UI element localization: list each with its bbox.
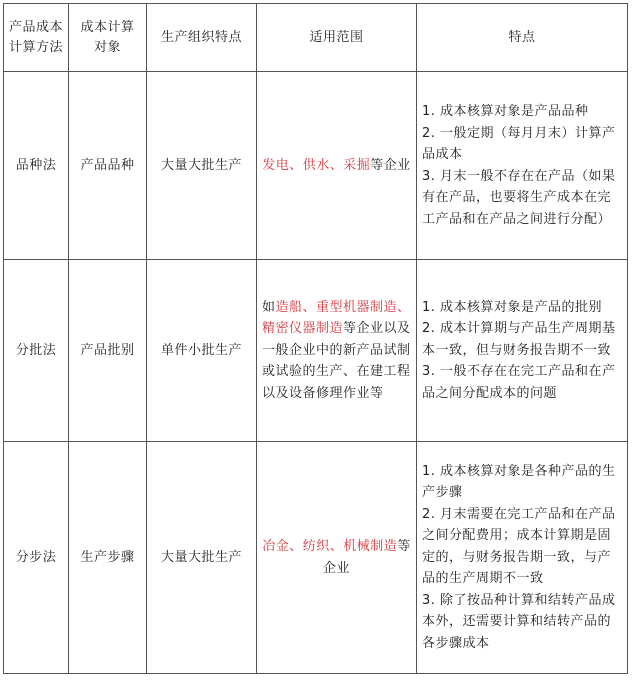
object-cell: 生产步骤 — [69, 442, 147, 674]
feature-item: 3. 月末一般不存在在产品（如果有在产品，也要将生产成本在完工产品和在产品之间进行分配） — [422, 168, 616, 227]
feature-item: 2. 月末需要在完工产品和在产品之间分配费用；成本计算期是固定的，与财务报告期一致，与产品的生产周期不一致 — [422, 506, 616, 587]
method-cell: 分批法 — [4, 260, 69, 442]
feature-item: 2. 一般定期（每月月末）计算产品成本 — [422, 125, 616, 162]
scope-cell — [257, 72, 417, 260]
header-row — [4, 4, 628, 72]
header-object: 成本计算对象 — [69, 4, 147, 72]
scope-text: 等企业 — [322, 539, 411, 576]
header-method: 产品成本计算方法 — [4, 4, 69, 72]
feature-item: 1. 成本核算对象是各种产品的生产步骤 — [422, 463, 616, 501]
feature-item: 1. 成本核算对象是产品的批别 — [422, 299, 603, 315]
features-cell — [417, 72, 628, 260]
feature-item: 2. 成本计算期与产品生产周期基本一致，但与财务报告期不一致 — [422, 321, 616, 358]
object-cell: 产品品种 — [69, 72, 147, 260]
object-cell: 产品批别 — [69, 260, 147, 442]
scope-highlight: 冶金、纺织、机械制造 — [262, 539, 398, 554]
scope-cell — [257, 442, 417, 674]
header-features: 特点 — [417, 4, 628, 72]
feature-item: 1. 成本核算对象是产品品种 — [422, 104, 589, 119]
header-scope: 适用范围 — [257, 4, 417, 72]
table-row — [4, 442, 628, 674]
features-cell — [417, 260, 628, 442]
organization-cell: 大量大批生产 — [147, 442, 257, 674]
scope-prefix: 如 — [262, 299, 276, 315]
scope-highlight: 发电、供水、采掘 — [262, 157, 371, 173]
organization-cell: 单件小批生产 — [147, 260, 257, 442]
features-cell — [417, 442, 628, 674]
scope-highlight: 造船、重型机器制造、精密仪器制造 — [262, 299, 411, 337]
method-cell: 分步法 — [4, 442, 69, 674]
feature-item: 3. 除了按品种计算和结转产品成本外，还需要计算和结转产品的各步骤成本 — [422, 592, 616, 651]
organization-cell: 大量大批生产 — [147, 72, 257, 260]
feature-item: 3. 一般不存在在完工产品和在产品之间分配成本的问题 — [422, 364, 616, 401]
cost-method-table — [3, 3, 628, 674]
scope-text: 等企业 — [370, 157, 411, 173]
table-row — [4, 260, 628, 442]
method-cell: 品种法 — [4, 72, 69, 260]
table-row — [4, 72, 628, 260]
scope-cell — [257, 260, 417, 442]
header-organization: 生产组织特点 — [147, 4, 257, 72]
scope-text: 等企业以及一般企业中的新产品试制或试验的生产、在建工程以及设备修理作业等 — [262, 321, 411, 401]
